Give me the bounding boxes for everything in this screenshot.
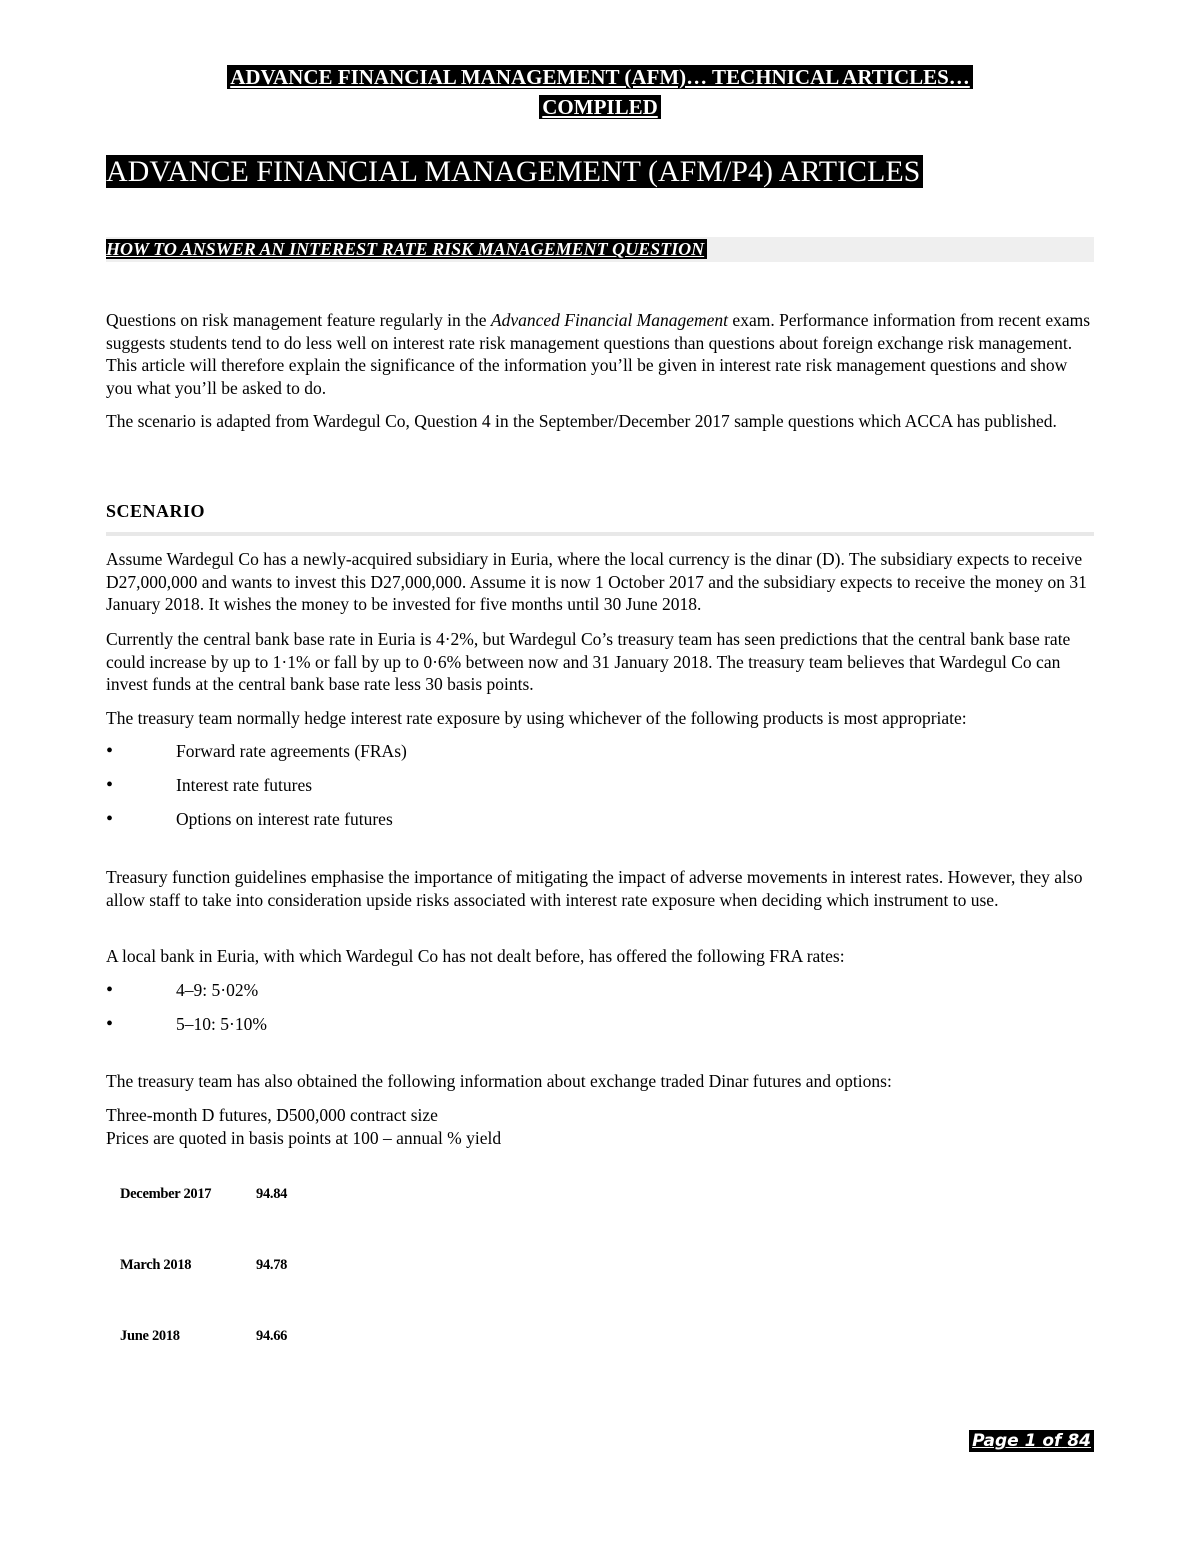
table-row xyxy=(120,1257,287,1328)
list-item-text: Interest rate futures xyxy=(176,775,313,795)
intro-paragraph-2: The scenario is adapted from Wardegul Co, Question 4 in the September/December 2017 sample questions which ACCA has published. xyxy=(106,411,1057,431)
futures-month: December 2017 xyxy=(120,1186,212,1202)
page-of: of xyxy=(1042,1431,1062,1451)
scenario-paragraph-4: Treasury function guidelines emphasise the importance of mitigating the impact of adverse movements in interest rates. However, they also allow staff to take into consideration upside risks associated with interest rate exposure when deciding which instrument to use. xyxy=(106,867,1083,910)
table-row xyxy=(120,1186,287,1257)
list-item-text: 4–9: 5·02% xyxy=(176,980,259,1000)
exam-name-italic: Advanced Financial Management xyxy=(490,310,729,330)
page-current: 1 xyxy=(1024,1431,1037,1451)
page-label: Page xyxy=(972,1431,1019,1451)
scenario-paragraph-3: The treasury team normally hedge interest rate exposure by using whichever of the following products is most appropriate: xyxy=(106,708,967,728)
futures-price: 94.78 xyxy=(256,1257,288,1273)
bullet-icon: • xyxy=(106,979,114,1001)
list-item xyxy=(106,808,1094,842)
scenario-paragraph-5: A local bank in Euria, with which Wardegul Co has not dealt before, has offered the following FRA rates: xyxy=(106,946,845,966)
list-item-text: 5–10: 5·10% xyxy=(176,1014,267,1034)
main-heading-text: ADVANCE FINANCIAL MANAGEMENT (AFM/P4) ARTICLES xyxy=(106,155,923,188)
futures-price: 94.66 xyxy=(256,1328,288,1344)
list-item xyxy=(106,774,1094,808)
document-title-line2: COMPILED xyxy=(539,95,661,119)
scenario-paragraph-2: Currently the central bank base rate in Euria is 4·2%, but Wardegul Co’s treasury team has seen predictions that the central bank base rate could increase by up to 1·1% or fall by up to 0·6% between now and 31 January 2018. The treasury team believes that Wardegul Co can invest funds at the central bank base rate less 30 basis points. xyxy=(106,629,1071,694)
page-number xyxy=(969,1430,1094,1452)
intro-p1-text: Questions on risk management feature regularly in the xyxy=(106,310,491,330)
bullet-icon: • xyxy=(106,740,114,762)
scenario-paragraph-1: Assume Wardegul Co has a newly-acquired subsidiary in Euria, where the local currency is the dinar (D). The subsidiary expects to receive D27,000,000 and wants to invest this D27,000,000. Assume it is now 1 October 2017 and the subsidiary expects to receive the money on 31 January 2018. It wishes the money to be invested for five months until 30 June 2018. xyxy=(106,549,1087,614)
bullet-icon: • xyxy=(106,774,114,796)
fra-rates-list xyxy=(106,979,1094,1047)
futures-pricing-line: Prices are quoted in basis points at 100 – annual % yield xyxy=(106,1127,502,1148)
list-item-text: Options on interest rate futures xyxy=(176,809,393,829)
futures-info xyxy=(106,1104,1094,1149)
list-item xyxy=(106,740,1094,774)
page-total: 84 xyxy=(1067,1431,1091,1451)
main-heading xyxy=(106,153,1094,191)
list-item xyxy=(106,979,1094,1013)
scenario-paragraph-6: The treasury team has also obtained the following information about exchange traded Dinar futures and options: xyxy=(106,1071,892,1091)
intro-p1-text-cont: exam. Performance information from recent exams suggests students tend to do less well on interest rate risk management questions than questions about foreign exchange risk management. This article will therefore explain the significance of the information you’ll be given in interest rate risk management questions and show you what you’ll be asked to do. xyxy=(106,310,1091,398)
futures-contract-line: Three-month D futures, D500,000 contract size xyxy=(106,1105,438,1125)
bullet-icon: • xyxy=(106,1013,114,1035)
table-row xyxy=(120,1328,287,1399)
intro-paragraph-1 xyxy=(106,309,1094,399)
futures-price: 94.84 xyxy=(256,1186,288,1202)
futures-month: June 2018 xyxy=(120,1328,180,1344)
products-list xyxy=(106,740,1094,842)
document-title-line1: ADVANCE FINANCIAL MANAGEMENT (AFM)… TECHNICAL ARTICLES… xyxy=(227,65,973,89)
list-item-text: Forward rate agreements (FRAs) xyxy=(176,741,407,761)
scenario-heading: SCENARIO xyxy=(106,501,206,521)
futures-month: March 2018 xyxy=(120,1257,192,1273)
list-item xyxy=(106,1013,1094,1047)
futures-price-table xyxy=(120,1186,287,1399)
bullet-icon: • xyxy=(106,808,114,830)
article-heading xyxy=(106,237,1094,262)
section-divider xyxy=(106,532,1094,536)
article-heading-text: HOW TO ANSWER AN INTEREST RATE RISK MANAGEMENT QUESTION xyxy=(106,239,707,259)
document-title xyxy=(106,62,1094,122)
